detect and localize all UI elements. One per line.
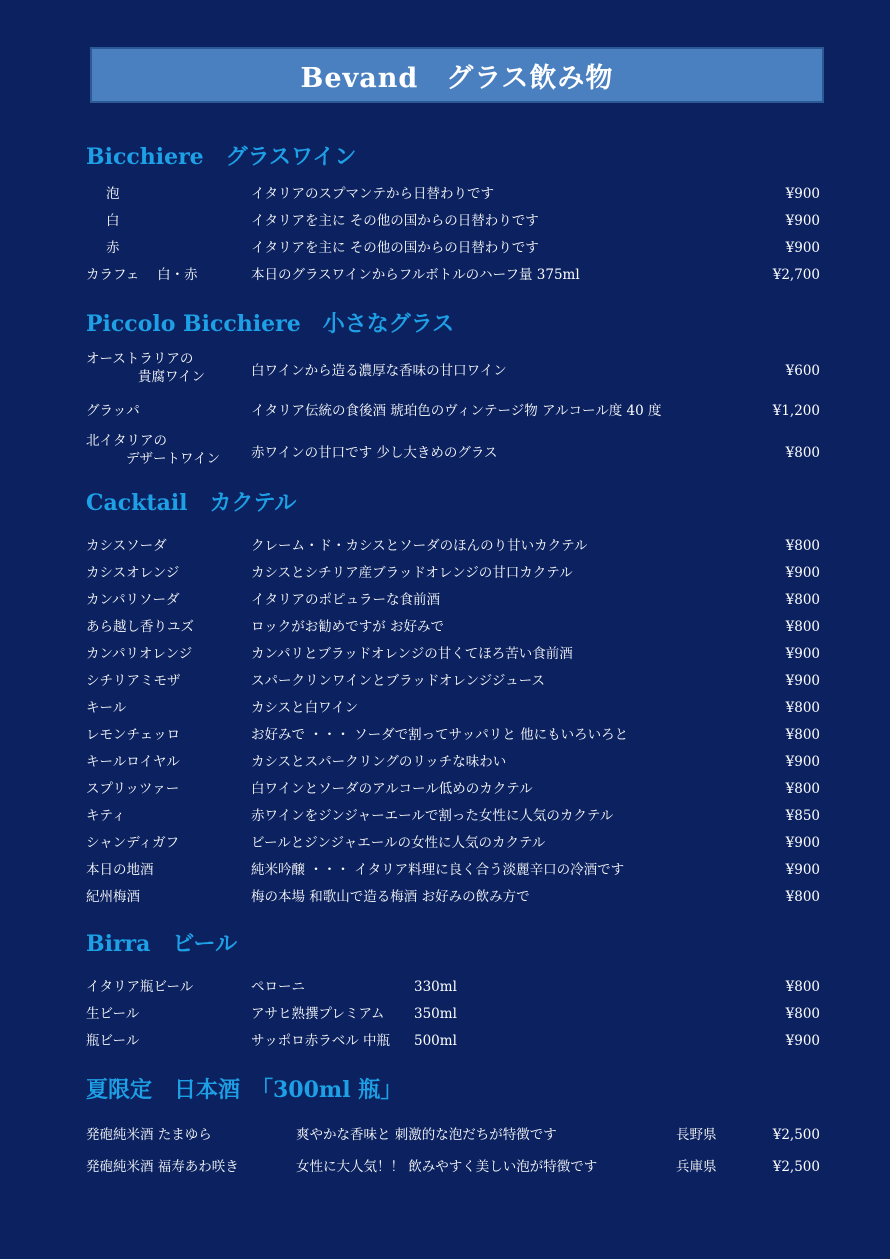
menu-item xyxy=(86,697,820,719)
item-name: カシスソーダ xyxy=(86,538,167,554)
item-price: ¥900 xyxy=(785,186,820,202)
item-volume: 330ml xyxy=(414,979,457,995)
menu-item xyxy=(86,886,820,908)
item-name: 白 xyxy=(106,213,120,229)
menu-item xyxy=(86,433,820,473)
item-name: 本日の地酒 xyxy=(86,862,154,878)
item-description: イタリアのポピュラーな食前酒 xyxy=(251,592,440,608)
item-name: スプリッツァー xyxy=(86,781,180,797)
menu-item xyxy=(86,805,820,827)
item-name: 泡 xyxy=(106,186,120,202)
menu-item xyxy=(86,183,820,205)
item-name: 紀州梅酒 xyxy=(86,889,140,905)
item-price: ¥2,700 xyxy=(772,267,820,283)
item-price: ¥900 xyxy=(785,862,820,878)
menu-item xyxy=(86,751,820,773)
item-description: 女性に大人気！！ 飲みやすく美しい泡が特徴です xyxy=(296,1159,598,1175)
item-description: 赤ワインをジンジャーエールで割った女性に人気のカクテル xyxy=(251,808,614,824)
menu-item xyxy=(86,589,820,611)
item-name-line2: デザートワイン xyxy=(126,451,221,467)
menu-item xyxy=(86,535,820,557)
item-name: キールロイヤル xyxy=(86,754,180,770)
item-name-line2: 貴腐ワイン xyxy=(138,369,206,385)
item-price: ¥2,500 xyxy=(772,1159,820,1175)
menu-item xyxy=(86,562,820,584)
section-heading-cocktail: Cacktail カクテル xyxy=(86,490,297,516)
item-name: オーストラリアの xyxy=(86,351,194,367)
item-price: ¥900 xyxy=(785,1033,820,1049)
menu-item xyxy=(86,237,820,259)
item-price: ¥600 xyxy=(785,363,820,379)
item-price: ¥900 xyxy=(785,213,820,229)
item-price: ¥850 xyxy=(785,808,820,824)
item-name: あら越し香りユズ xyxy=(86,619,194,635)
item-name: カラフェ 白・赤 xyxy=(86,267,198,283)
item-name: イタリア瓶ビール xyxy=(86,979,194,995)
item-price: ¥800 xyxy=(785,700,820,716)
item-price: ¥900 xyxy=(785,673,820,689)
item-price: ¥900 xyxy=(785,754,820,770)
item-price: ¥800 xyxy=(785,619,820,635)
item-description: イタリアを主に その他の国からの日替わりです xyxy=(251,213,539,229)
item-description: 白ワインとソーダのアルコール低めのカクテル xyxy=(251,781,533,797)
item-name: 生ビール xyxy=(86,1006,140,1022)
item-price: ¥900 xyxy=(785,240,820,256)
item-name: シャンディガフ xyxy=(86,835,180,851)
item-description: アサヒ熟撰プレミアム xyxy=(251,1006,385,1022)
item-price: ¥800 xyxy=(785,1006,820,1022)
item-description: ロックがお勧めですが お好みで xyxy=(251,619,445,635)
item-volume: 350ml xyxy=(414,1006,457,1022)
item-description: 純米吟醸 ・・・ イタリア料理に良く合う淡麗辛口の冷酒です xyxy=(251,862,625,878)
item-name: レモンチェッロ xyxy=(86,727,181,743)
menu-item xyxy=(86,264,820,286)
item-description: カシスとスパークリングのリッチな味わい xyxy=(251,754,507,770)
item-description: カシスと白ワイン xyxy=(251,700,359,716)
item-prefecture: 兵庫県 xyxy=(676,1159,717,1175)
item-description: カシスとシチリア産ブラッドオレンジの甘口カクテル xyxy=(251,565,573,581)
item-name: 瓶ビール xyxy=(86,1033,140,1049)
item-price: ¥800 xyxy=(785,781,820,797)
menu-item xyxy=(86,1124,820,1146)
menu-item xyxy=(86,1030,820,1052)
item-volume: 500ml xyxy=(414,1033,457,1049)
section-heading-piccolo: Piccolo Bicchiere 小さなグラス xyxy=(86,311,455,337)
item-description: クレーム・ド・カシスとソーダのほんのり甘いカクテル xyxy=(251,538,588,554)
item-description: イタリア伝統の食後酒 琥珀色のヴィンテージ物 アルコール度 40 度 xyxy=(251,403,662,419)
item-price: ¥800 xyxy=(785,727,820,743)
menu-item xyxy=(86,724,820,746)
item-name: キール xyxy=(86,700,127,716)
section-heading-sake: 夏限定 日本酒 「300ml 瓶」 xyxy=(86,1077,403,1103)
menu-item xyxy=(86,778,820,800)
item-name: 赤 xyxy=(106,240,120,256)
menu-item xyxy=(86,670,820,692)
item-name: グラッパ xyxy=(86,403,140,419)
item-name: 北イタリアの xyxy=(86,433,167,449)
item-price: ¥800 xyxy=(785,538,820,554)
menu-item xyxy=(86,832,820,854)
item-price: ¥2,500 xyxy=(772,1127,820,1143)
item-price: ¥800 xyxy=(785,592,820,608)
item-name: シチリアミモザ xyxy=(86,673,181,689)
item-name: 発砲純米酒 福寿あわ咲き xyxy=(86,1159,239,1175)
item-price: ¥900 xyxy=(785,835,820,851)
item-name: キティ xyxy=(86,808,126,824)
item-description: 白ワインから造る濃厚な香味の甘口ワイン xyxy=(251,363,507,379)
menu-item xyxy=(86,859,820,881)
item-description: 赤ワインの甘口です 少し大きめのグラス xyxy=(251,445,498,461)
section-heading-wine: Bicchiere グラスワイン xyxy=(86,144,357,170)
menu-item xyxy=(86,210,820,232)
item-description: イタリアのスプマンテから日替わりです xyxy=(251,186,494,202)
item-description: スパークリンワインとブラッドオレンジジュース xyxy=(251,673,545,689)
item-name: カンパリソーダ xyxy=(86,592,180,608)
menu-item xyxy=(86,351,820,391)
item-price: ¥800 xyxy=(785,445,820,461)
section-heading-beer: Birra ビール xyxy=(86,931,238,957)
menu-item xyxy=(86,400,820,422)
item-price: ¥900 xyxy=(785,565,820,581)
menu-item xyxy=(86,616,820,638)
item-prefecture: 長野県 xyxy=(676,1127,717,1143)
item-description: 梅の本場 和歌山で造る梅酒 お好みの飲み方で xyxy=(251,889,530,905)
item-price: ¥800 xyxy=(785,979,820,995)
item-name: 発砲純米酒 たまゆら xyxy=(86,1127,212,1143)
item-price: ¥900 xyxy=(785,646,820,662)
item-name: カシスオレンジ xyxy=(86,565,180,581)
menu-item xyxy=(86,643,820,665)
item-description: カンパリとブラッドオレンジの甘くてほろ苦い食前酒 xyxy=(251,646,573,662)
item-description: ビールとジンジャエールの女性に人気のカクテル xyxy=(251,835,546,851)
item-description: 爽やかな香味と 刺激的な泡だちが特徴です xyxy=(296,1127,557,1143)
item-price: ¥800 xyxy=(785,889,820,905)
item-description: ペローニ xyxy=(251,979,305,995)
menu-item xyxy=(86,976,820,998)
item-price: ¥1,200 xyxy=(772,403,820,419)
item-description: サッポロ赤ラベル 中瓶 xyxy=(251,1033,391,1049)
item-description: イタリアを主に その他の国からの日替わりです xyxy=(251,240,539,256)
menu-item xyxy=(86,1003,820,1025)
item-description: 本日のグラスワインからフルボトルのハーフ量 375ml xyxy=(251,267,580,283)
menu-item xyxy=(86,1156,820,1178)
page-title: Bevand グラス飲み物 xyxy=(90,47,824,103)
item-name: カンパリオレンジ xyxy=(86,646,193,662)
item-description: お好みで ・・・ ソーダで割ってサッパリと 他にもいろいろと xyxy=(251,727,629,743)
